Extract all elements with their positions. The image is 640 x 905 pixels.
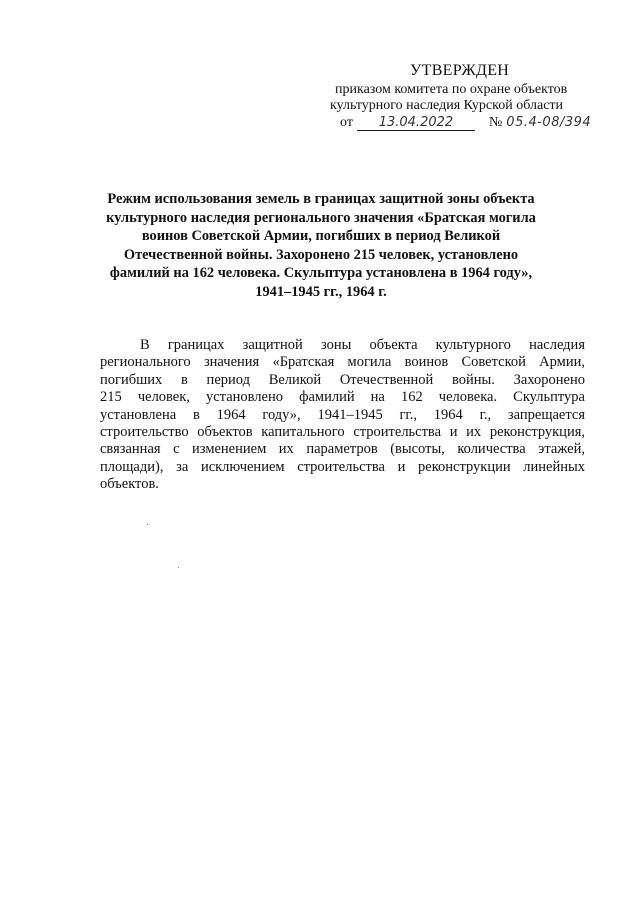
body-line: объектов. xyxy=(100,476,159,493)
body-line: площади), за исключением строительства и реконструкции линейных xyxy=(100,458,585,475)
body-line: погибших в период Великой Отечественной войны. Захоронено xyxy=(100,371,585,388)
approval-date-number-line xyxy=(340,115,610,131)
body-paragraph xyxy=(100,337,585,494)
title-line: Режим использования земель в границах защитной зоны объекта xyxy=(107,191,535,207)
body-line: строительство объектов капитального строительства и их реконструкция, xyxy=(100,424,585,441)
body-line: регионального значения «Братская могила воинов Советской Армии, xyxy=(100,354,585,371)
title-line: фамилий на 162 человека. Скульптура установлена в 1964 году», xyxy=(109,265,533,281)
title-line: 1941–1945 гг., 1964 г. xyxy=(255,283,387,300)
title-line: культурного наследия регионального значения «Братская могила xyxy=(106,209,536,226)
title-line: воинов Советской Армии, погибших в период Великой xyxy=(141,228,501,244)
approval-order-line: приказом комитета по охране объектов xyxy=(335,82,568,97)
handwritten-order-number: 05.4-08/394 xyxy=(506,115,592,130)
body-line: установлена в 1964 году», 1941–1945 гг., 1964 г., запрещается xyxy=(100,406,585,423)
body-line: В границах защитной зоны объекта культурного наследия xyxy=(140,337,585,353)
date-prefix: от xyxy=(340,115,353,130)
body-line: связанная с изменением их параметров (высоты, количества этажей, xyxy=(100,441,585,458)
body-line: 215 человек, установлено фамилий на 162 человека. Скульптура xyxy=(100,389,585,406)
title-line: Отечественной войны. Захоронено 215 человек, установлено xyxy=(123,246,519,263)
number-prefix: № xyxy=(488,115,503,130)
approval-committee-line: культурного наследия Курской области xyxy=(330,98,564,113)
handwritten-date: 13.04.2022 xyxy=(357,116,475,131)
scan-speck xyxy=(178,567,179,568)
scan-speck xyxy=(147,524,148,525)
document-title xyxy=(90,190,552,301)
approved-heading: УТВЕРЖДЕН xyxy=(410,62,510,79)
